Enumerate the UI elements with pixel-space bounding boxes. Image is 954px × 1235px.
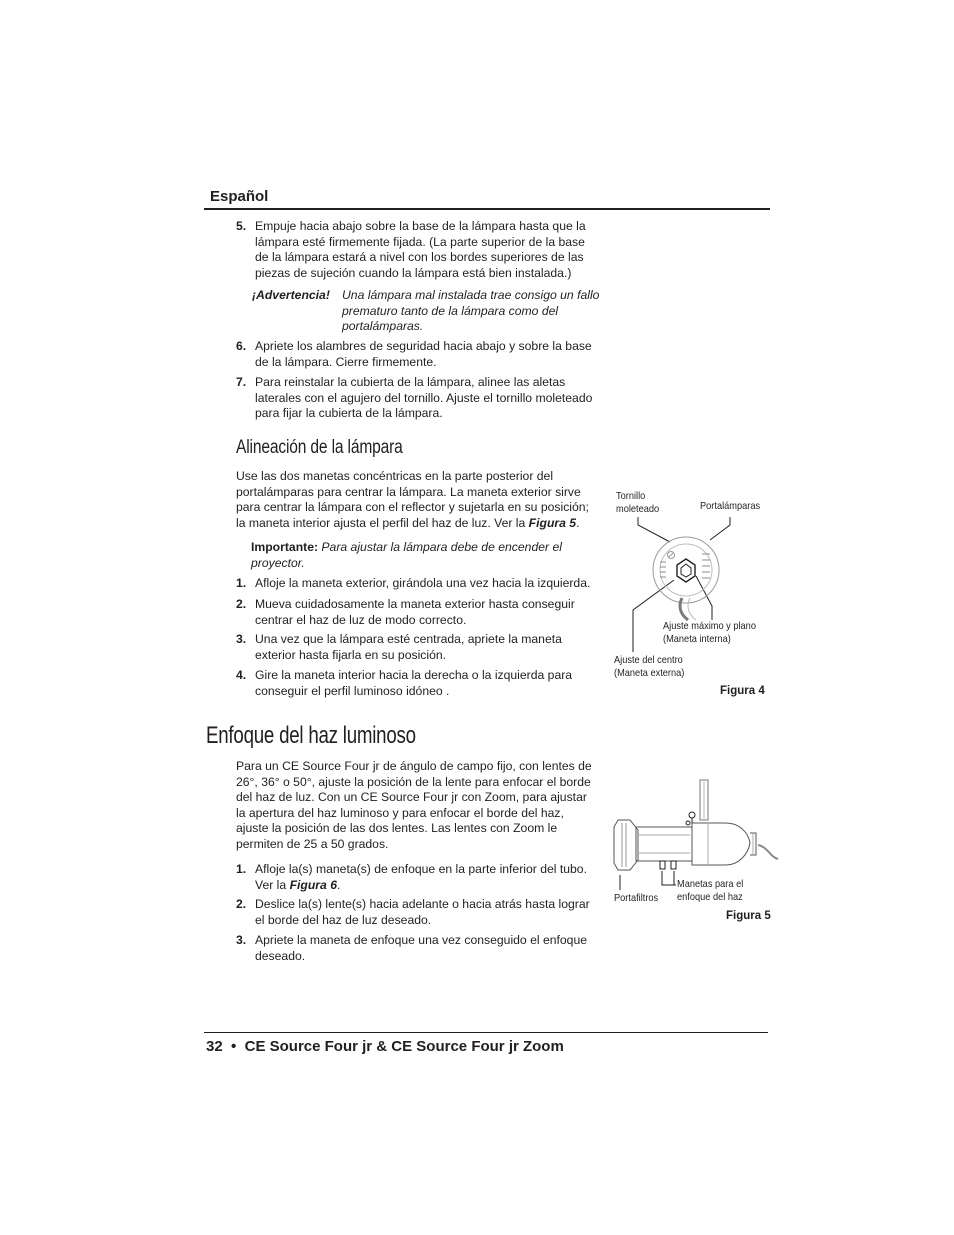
list-item: 2. Deslice la(s) lente(s) hacia adelante o hacia atrás hasta lograr el borde del haz de luz deseado. (236, 897, 590, 927)
warning-note (252, 288, 600, 335)
important-label: Importante: (251, 540, 319, 554)
list-item: 3. Apriete la maneta de enfoque una vez conseguido el enfoque deseado. (236, 933, 588, 963)
figure-reference: Figura 6 (289, 877, 337, 892)
figure-reference: Figura 5 (528, 515, 577, 530)
label-ajuste-maximo: Ajuste máximo y plano (Maneta interna) (663, 620, 756, 645)
page-footer: 32 • CE Source Four jr & CE Source Four jr Zoom (206, 1038, 564, 1055)
list-item: 1. Afloje la maneta exterior, girándola una vez hacia la izquierda. (236, 576, 591, 590)
list-item: 3. Una vez que la lámpara esté centrada, apriete la maneta exterior hasta fijarla en su posición. (236, 632, 562, 662)
list-item: 4. Gire la maneta interior hacia la derecha o la izquierda para conseguir el perfil luminoso idóneo . (236, 668, 573, 698)
list-item: 1. Afloje la(s) maneta(s) de enfoque en la parte inferior del tubo. Ver la Figura 6. (236, 862, 587, 892)
footer-rule (204, 1032, 768, 1033)
warning-label: ¡Advertencia! (252, 288, 330, 302)
list-item: 6. Apriete los alambres de seguridad hacia abajo y sobre la base de la lámpara. Cierre firmemente. (236, 339, 592, 369)
label-portafiltros: Portafiltros (614, 892, 659, 904)
figure-4 (600, 480, 780, 710)
list-item: 7. Para reinstalar la cubierta de la lámpara, alinee las aletas laterales con el agujero del tornillo. Ajuste el tornillo moleteado para fijar la cubierta de la lámpara. (236, 375, 593, 421)
section-heading-alineacion: Alineación de la lámpara (236, 437, 403, 458)
section-language-label: Español (210, 188, 269, 205)
label-portalamparas: Portalámparas (700, 500, 761, 512)
warning-text: Una lámpara mal instalada trae consigo un fallo prematuro tanto de la lámpara como del portalámparas. (342, 288, 600, 334)
figure-5 (608, 775, 780, 930)
figure-4-caption: Figura 4 (720, 685, 765, 697)
paragraph-intro-align: Use las dos manetas concéntricas en la parte posterior del portalámparas para centrar la lámpara. La maneta exterior sirve para centrar la lámpara con el reflector y sujetarla en su posición; la maneta interior ajusta el perfil del haz de luz. Ver la Figura 5. (236, 469, 589, 530)
label-tornillo-moleteado: Tornillo moleteado (616, 490, 660, 515)
paragraph-intro-focus: Para un CE Source Four jr de ángulo de campo fijo, con lentes de 26°, 36° o 50°, ajuste la posición de la lente para enfocar el borde del haz de luz. Con un CE Source Four jr con Zoom, para ajustar la apertura del haz luminoso y para enfocar el borde del haz, ajuste la posición de las dos lentes. Las lentes con Zoom le permiten de 25 a 50 grados. (236, 759, 592, 851)
figure-5-caption: Figura 5 (726, 910, 771, 922)
label-ajuste-centro: Ajuste del centro (Maneta externa) (614, 654, 685, 679)
important-text: Para ajustar la lámpara debe de encender el proyector. (251, 540, 562, 570)
label-manetas-enfoque: Manetas para el enfoque del haz (677, 878, 744, 903)
section-heading-enfoque: Enfoque del haz luminoso (206, 722, 416, 749)
header-rule (204, 208, 770, 210)
list-item: 5. Empuje hacia abajo sobre la base de la lámpara hasta que la lámpara esté firmemente fijada. (La parte superior de la base de la lámpara estará a nivel con los bordes superiores de las piezas de sujeción cuando la lámpara está bien instalada.) (236, 219, 586, 280)
list-item: 2. Mueva cuidadosamente la maneta exterior hasta conseguir centrar el haz de luz de modo correcto. (236, 597, 575, 627)
important-note (251, 540, 591, 571)
